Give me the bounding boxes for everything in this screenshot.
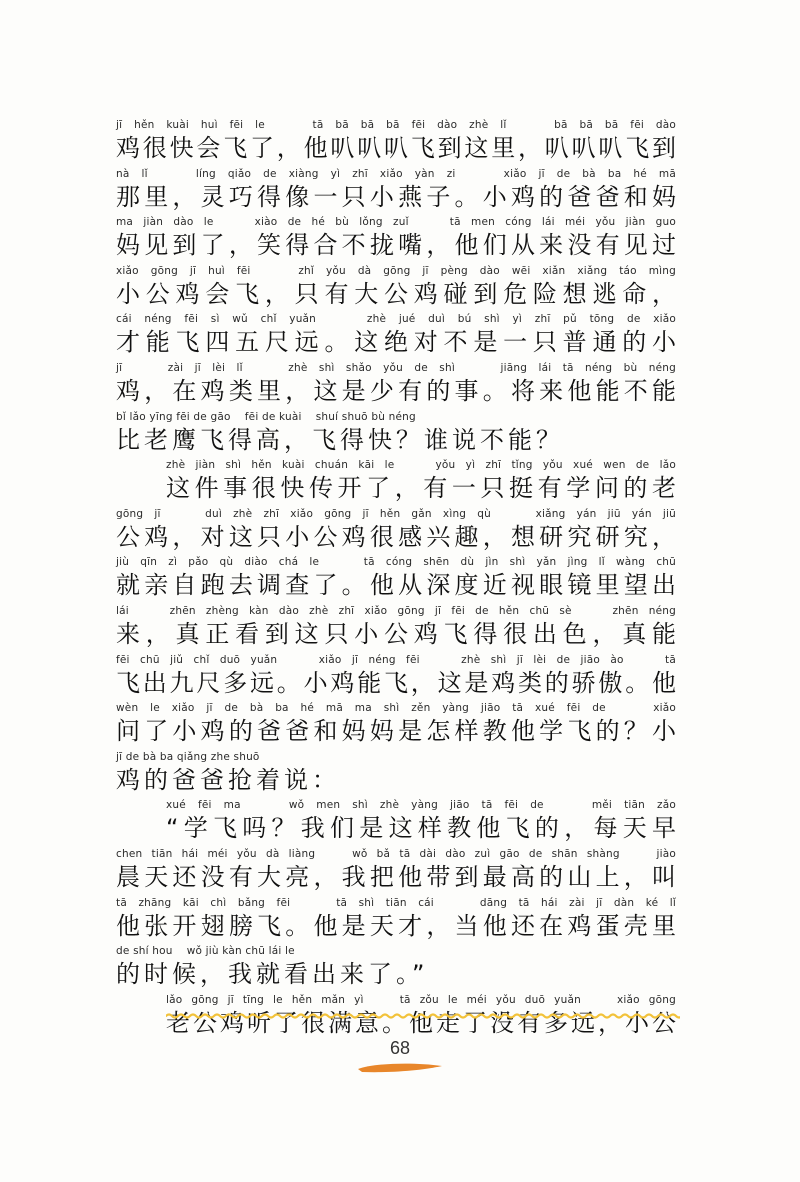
pinyin-line <box>116 215 676 229</box>
text-line <box>116 701 676 749</box>
text-line <box>116 118 676 166</box>
pinyin-text: lǎo gōng jī tīng le hěn mǎn yì tā zǒu le méi yǒu duō yuǎn xiǎo gōng <box>166 993 676 1006</box>
hanzi-line <box>116 424 676 456</box>
pinyin-text: xiǎo gōng jī huì fēi zhǐ yǒu dà gōng jī pèng dào wēi xiǎn xiǎng táo mìng <box>116 264 676 277</box>
pinyin-line <box>116 264 676 278</box>
hanzi-text: 那里，灵巧得像一只小燕子。小鸡的爸爸和妈 <box>116 182 676 211</box>
text-line <box>116 653 676 701</box>
text-line <box>116 604 676 652</box>
pinyin-text: nà lǐ líng qiǎo de xiàng yì zhī xiǎo yàn zi xiǎo jī de bà ba hé mā <box>116 167 676 180</box>
pinyin-line <box>116 410 676 424</box>
pinyin-line <box>166 798 676 812</box>
page-number: 68 <box>389 1038 411 1058</box>
pinyin-line <box>116 312 676 326</box>
hanzi-text: 的时候，我就看出来了。” <box>116 960 429 989</box>
text-line <box>116 555 676 603</box>
text-line <box>116 507 676 555</box>
pinyin-text: gōng jī duì zhè zhī xiǎo gōng jī hěn gǎn xìng qù xiǎng yán jiū yán jiū <box>116 507 676 520</box>
hanzi-line <box>116 278 676 310</box>
hanzi-text: 妈见到了，笑得合不拢嘴，他们从来没有见过 <box>116 231 676 260</box>
text-line <box>116 361 676 409</box>
hanzi-line <box>116 229 676 261</box>
pinyin-line <box>116 361 676 375</box>
hanzi-line <box>116 521 676 553</box>
hanzi-line <box>116 326 676 358</box>
pinyin-line <box>116 750 676 764</box>
pinyin-line <box>116 604 676 618</box>
text-line <box>166 458 676 506</box>
hanzi-line <box>116 715 676 747</box>
hanzi-text: 老公鸡听了很满意。他走了没有多远，小公 <box>166 1008 676 1037</box>
pinyin-text: chen tiān hái méi yǒu dà liàng wǒ bǎ tā dài dào zuì gāo de shān shàng jiào <box>116 848 676 860</box>
hanzi-text: 晨天还没有大亮，我把他带到最高的山上，叫 <box>116 863 676 891</box>
text-line <box>116 896 676 944</box>
pinyin-text: zhè jiàn shì hěn kuài chuán kāi le yǒu yì zhī tǐng yǒu xué wen de lǎo <box>166 459 676 472</box>
pinyin-line <box>116 167 676 181</box>
text-line <box>116 215 676 263</box>
pinyin-text: jī hěn kuài huì fēi le tā bā bā bā fēi dào zhè lǐ bā bā bā fēi dào <box>116 119 676 131</box>
hanzi-text: 他张开翅膀飞。他是天才，当他还在鸡蛋壳里 <box>116 911 676 940</box>
pinyin-text: wèn le xiǎo jī de bà ba hé mā ma shì zěn yàng jiāo tā xué fēi de xiǎo <box>116 702 676 715</box>
hanzi-line <box>166 472 676 504</box>
pinyin-text: xué fēi ma wǒ men shì zhè yàng jiāo tā fēi de měi tiān zǎo <box>166 799 676 812</box>
pinyin-line <box>116 896 676 910</box>
text-line <box>116 847 676 895</box>
pinyin-line <box>116 118 676 132</box>
hanzi-text: 飞出九尺多远。小鸡能飞，这是鸡类的骄傲。他 <box>116 668 676 697</box>
hanzi-line <box>166 812 676 844</box>
hanzi-line <box>116 375 676 407</box>
hanzi-line <box>116 667 676 699</box>
pinyin-line <box>116 555 676 569</box>
hanzi-line <box>116 910 676 942</box>
hanzi-line <box>116 181 676 213</box>
pinyin-line <box>116 847 676 861</box>
hanzi-text: 比老鹰飞得高，飞得快？谁说不能？ <box>116 425 564 454</box>
hanzi-text: 问了小鸡的爸爸和妈妈是怎样教他学飞的？小 <box>116 717 676 746</box>
text-line <box>116 750 676 798</box>
pinyin-text: de shí hou wǒ jiù kàn chū lái le <box>116 945 295 958</box>
hanzi-line <box>116 132 676 164</box>
wavy-underline <box>166 1010 680 1022</box>
pinyin-text: jī de bà ba qiǎng zhe shuō <box>116 750 260 763</box>
pinyin-line <box>166 993 676 1007</box>
hanzi-text: “学飞吗？我们是这样教他飞的，每天早 <box>166 814 676 843</box>
hanzi-text: 鸡，在鸡类里，这是少有的事。将来他能不能 <box>116 377 676 405</box>
hanzi-text: 就亲自跑去调查了。他从深度近视眼镜里望出 <box>116 571 676 600</box>
hanzi-text: 鸡很快会飞了，他叭叭叭飞到这里，叭叭叭飞到 <box>116 134 676 162</box>
text-line <box>116 410 676 458</box>
pinyin-text: tā zhāng kāi chì bǎng fēi tā shì tiān cái dāng tā hái zài jī dàn ké lǐ <box>116 896 676 909</box>
pinyin-text: ma jiàn dào le xiào de hé bù lǒng zuǐ tā men cóng lái méi yǒu jiàn guo <box>116 216 676 229</box>
hanzi-line <box>116 764 676 796</box>
hanzi-text: 公鸡，对这只小公鸡很感兴趣，想研究研究， <box>116 522 676 551</box>
pinyin-line <box>116 653 676 667</box>
text-line <box>116 167 676 215</box>
pinyin-text: jiù qīn zì pǎo qù diào chá le tā cóng shēn dù jìn shì yǎn jìng lǐ wàng chū <box>116 556 676 569</box>
hanzi-line <box>116 618 676 650</box>
text-line <box>116 312 676 360</box>
pinyin-text: jī zài jī lèi lǐ zhè shì shǎo yǒu de shì jiāng lái tā néng bù néng <box>116 362 676 374</box>
pinyin-line <box>166 458 676 472</box>
hanzi-text: 这件事很快传开了，有一只挺有学问的老 <box>166 474 676 503</box>
hanzi-text: 鸡的爸爸抢着说： <box>116 765 340 794</box>
text-line <box>116 944 676 992</box>
hanzi-line <box>116 569 676 601</box>
hanzi-text: 来，真正看到这只小公鸡飞得很出色，真能 <box>116 620 676 648</box>
hanzi-line <box>116 861 676 893</box>
pinyin-text: cái néng fēi sì wǔ chǐ yuǎn zhè jué duì bú shì yì zhī pǔ tōng de xiǎo <box>116 313 676 326</box>
pinyin-line <box>116 507 676 521</box>
pinyin-line <box>116 701 676 715</box>
pinyin-text: lái zhēn zhèng kàn dào zhè zhī xiǎo gōng jī fēi de hěn chū sè zhēn néng <box>116 605 676 617</box>
text-line <box>166 798 676 846</box>
page-number-brush-stroke <box>354 1060 446 1076</box>
pinyin-line <box>116 944 676 958</box>
hanzi-text: 才能飞四五尺远。这绝对不是一只普通的小 <box>116 328 676 357</box>
text-line <box>116 264 676 312</box>
pinyin-text: fēi chū jiǔ chǐ duō yuǎn xiǎo jī néng fēi zhè shì jī lèi de jiāo ào tā <box>116 653 676 666</box>
hanzi-line <box>116 958 676 990</box>
hanzi-text: 小公鸡会飞，只有大公鸡碰到危险想逃命， <box>116 279 676 308</box>
pinyin-text: bǐ lǎo yīng fēi de gāo fēi de kuài shuí shuō bù néng <box>116 410 416 423</box>
